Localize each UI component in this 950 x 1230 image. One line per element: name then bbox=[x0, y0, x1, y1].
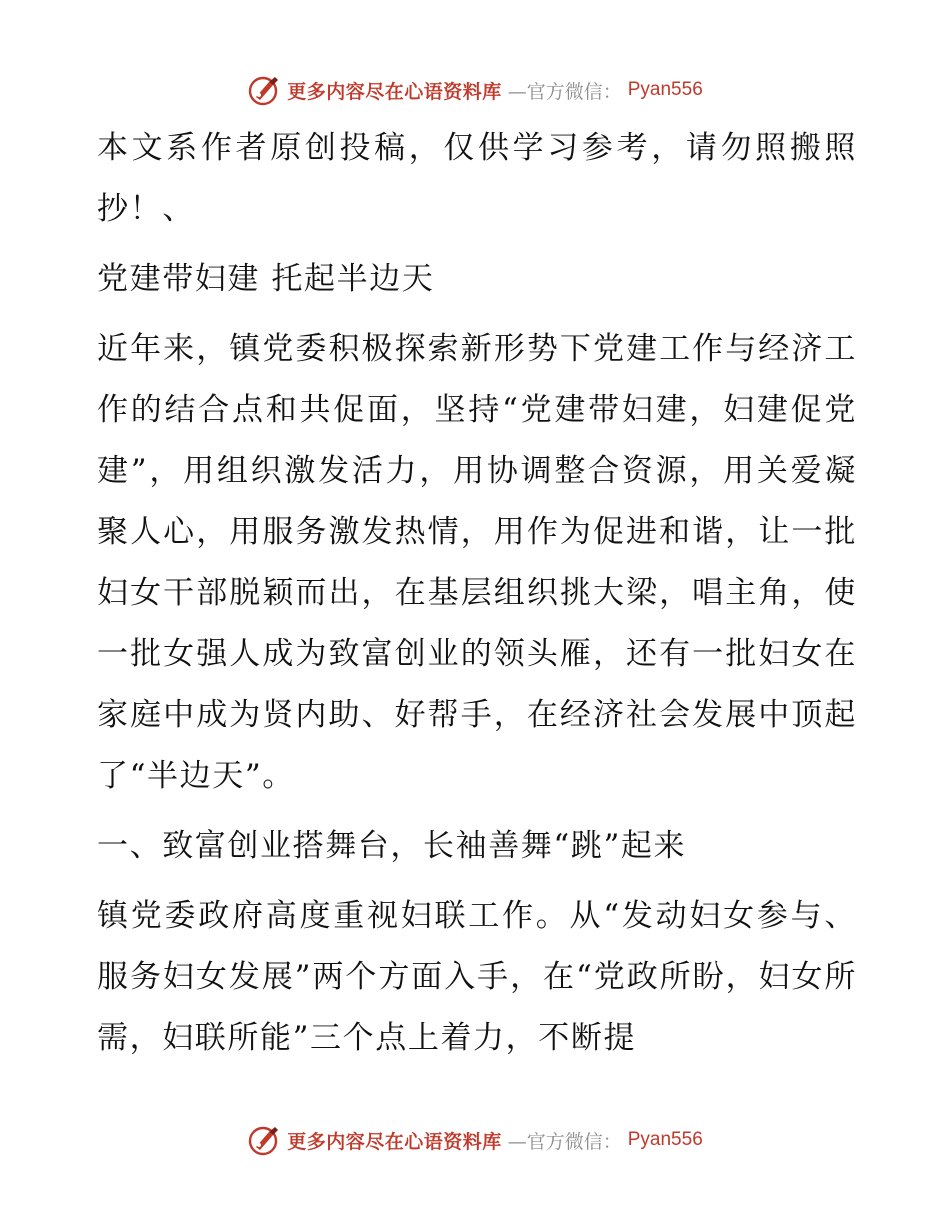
watermark-group-footer bbox=[247, 1123, 703, 1157]
section-1-paragraph: 镇党委政府高度重视妇联工作。从“发动妇女参与、服务妇女发展”两个方面入手，在“党政所盼，妇女所需，妇联所能”三个点上着力，不断提 bbox=[97, 898, 857, 1056]
header-watermark bbox=[0, 70, 950, 110]
watermark-text: 更多内容尽在心语资料库 bbox=[287, 1130, 502, 1153]
document-title: 党建带妇建 托起半边天 bbox=[97, 261, 435, 297]
intro-paragraph: 近年来，镇党委积极探索新形势下党建工作与经济工作的结合点和共促面，坚持“党建带妇建，妇建促党建”，用组织激发活力，用协调整合资源，用关爱凝聚人心，用服务激发热情，用作为促进和谐，让一批妇女干部脱颖而出，在基层组织挑大梁，唱主角，使一批女强人成为致富创业的领头雁，还有一批妇女在家庭中成为贤内助、好帮手，在经济社会发展中顶起了“半边天”。 bbox=[97, 331, 857, 794]
watermark-separator: —官方微信： bbox=[507, 1130, 622, 1153]
document-body bbox=[97, 118, 857, 1069]
disclaimer-paragraph: 本文系作者原创投稿，仅供学习参考，请勿照搬照抄！、 bbox=[97, 130, 857, 227]
watermark-wechat-id: Pyan556 bbox=[627, 79, 703, 100]
watermark-text: 更多内容尽在心语资料库 bbox=[287, 80, 502, 103]
watermark-group bbox=[247, 73, 703, 107]
pen-seal-icon bbox=[247, 73, 281, 107]
section-heading-1: 一、致富创业搭舞台，长袖善舞“跳”起来 bbox=[97, 828, 687, 864]
footer-watermark bbox=[0, 1120, 950, 1160]
pen-seal-icon bbox=[247, 1123, 281, 1157]
watermark-wechat-id: Pyan556 bbox=[627, 1129, 703, 1150]
watermark-separator: —官方微信： bbox=[507, 80, 622, 103]
